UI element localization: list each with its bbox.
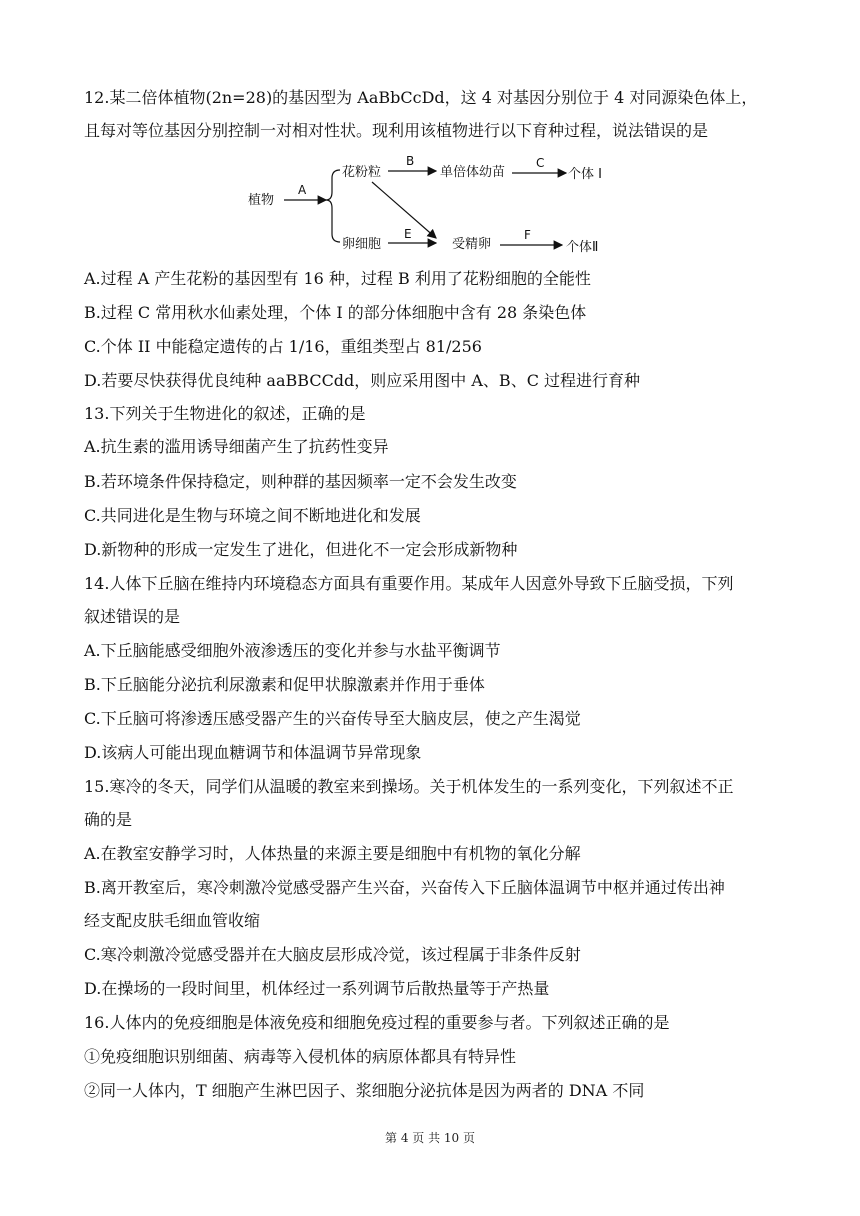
line-q14-2: 叙述错误的是 <box>84 607 181 626</box>
label-c: C <box>536 156 545 170</box>
line-q12-d: D.若要尽快获得优良纯种 aaBBCCdd，则应采用图中 A、B、C 过程进行育种 <box>84 371 641 390</box>
page-footer: 第 4 页 共 10 页 <box>385 1131 475 1145</box>
line-q12-2: 且每对等位基因分别控制一对相对性状。现利用该植物进行以下育种过程，说法错误的是 <box>84 121 709 140</box>
line-q13-c: C.共同进化是生物与环境之间不断地进化和发展 <box>84 506 421 525</box>
line-q12-a: A.过程 A 产生花粉的基因型有 16 种，过程 B 利用了花粉细胞的全能性 <box>84 269 591 288</box>
line-q14-d: D.该病人可能出现血糖调节和体温调节异常现象 <box>84 743 422 762</box>
line-q12-1: 12.某二倍体植物(2n=28)的基因型为 AaBbCcDd，这 4 对基因分别位于 4 对同源染色体上， <box>84 88 758 107</box>
label-b: B <box>406 154 415 168</box>
line-q14-c: C.下丘脑可将渗透压感受器产生的兴奋传导至大脑皮层，使之产生渴觉 <box>84 709 581 728</box>
node-ind1: 个体 I <box>568 167 602 182</box>
label-a: A <box>298 183 307 197</box>
line-q14-b: B.下丘脑能分泌抗利尿激素和促甲状腺激素并作用于垂体 <box>84 675 485 694</box>
breeding-process-diagram <box>240 152 630 264</box>
line-q15-b2: 经支配皮肤毛细血管收缩 <box>84 911 261 930</box>
node-zygote: 受精卵 <box>452 237 492 252</box>
line-q16-2: ②同一人体内，T 细胞产生淋巴因子、浆细胞分泌抗体是因为两者的 DNA 不同 <box>84 1081 645 1100</box>
brace <box>326 170 340 242</box>
line-q15-b1: B.离开教室后，寒冷刺激冷觉感受器产生兴奋，兴奋传入下丘脑体温调节中枢并通过传出神 <box>84 878 725 897</box>
line-q13-b: B.若环境条件保持稳定，则种群的基因频率一定不会发生改变 <box>84 472 517 491</box>
node-haploid: 单倍体幼苗 <box>440 165 506 180</box>
line-q16-1: ①免疫细胞识别细菌、病毒等入侵机体的病原体都具有特异性 <box>84 1047 517 1066</box>
line-q13-d: D.新物种的形成一定发生了进化，但进化不一定会形成新物种 <box>84 540 518 559</box>
line-q12-c: C.个体 II 中能稳定遗传的占 1/16，重组类型占 81/256 <box>84 337 482 356</box>
node-ind2: 个体Ⅱ <box>566 240 599 255</box>
label-f: F <box>524 228 531 242</box>
line-q15-c: C.寒冷刺激冷觉感受器并在大脑皮层形成冷觉，该过程属于非条件反射 <box>84 945 581 964</box>
line-q13-a: A.抗生素的滥用诱导细菌产生了抗药性变异 <box>84 437 389 456</box>
line-q15-d: D.在操场的一段时间里，机体经过一系列调节后散热量等于产热量 <box>84 979 550 998</box>
line-q15-2: 确的是 <box>84 810 133 829</box>
line-q14-1: 14.人体下丘脑在维持内环境稳态方面具有重要作用。某成年人因意外导致下丘脑受损，下列 <box>84 574 734 593</box>
line-q13: 13.下列关于生物进化的叙述，正确的是 <box>84 404 366 423</box>
node-plant: 植物 <box>248 193 275 208</box>
line-q16: 16.人体内的免疫细胞是体液免疫和细胞免疫过程的重要参与者。下列叙述正确的是 <box>84 1013 670 1032</box>
line-q12-b: B.过程 C 常用秋水仙素处理，个体 I 的部分体细胞中含有 28 条染色体 <box>84 303 587 322</box>
label-e: E <box>404 227 412 241</box>
line-q15-a: A.在教室安静学习时，人体热量的来源主要是细胞中有机物的氧化分解 <box>84 844 581 863</box>
line-q15-1: 15.寒冷的冬天，同学们从温暖的教室来到操场。关于机体发生的一系列变化，下列叙述不正 <box>84 777 734 796</box>
line-q14-a: A.下丘脑能感受细胞外液渗透压的变化并参与水盐平衡调节 <box>84 641 501 660</box>
node-pollen: 花粉粒 <box>342 165 382 180</box>
node-egg: 卵细胞 <box>342 237 382 252</box>
